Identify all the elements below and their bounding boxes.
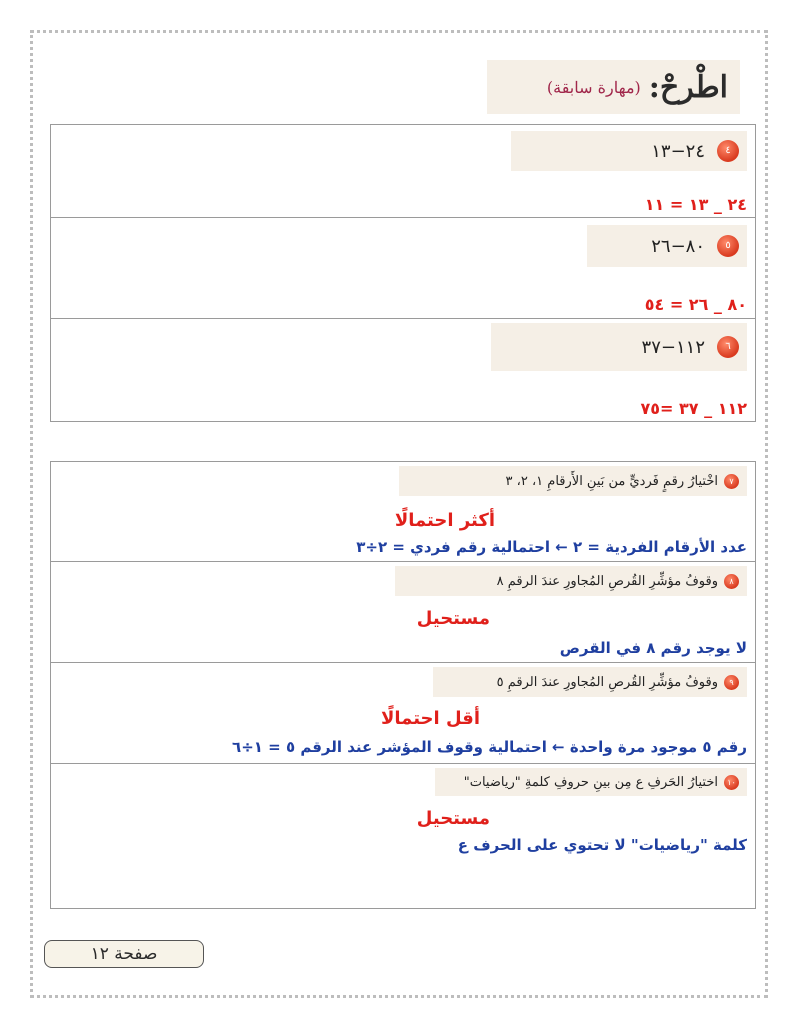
number-badge-icon: ٤ bbox=[717, 140, 739, 162]
question-10 bbox=[435, 768, 747, 796]
header-subtitle: (مهارة سابقة) bbox=[546, 77, 641, 97]
divider bbox=[51, 662, 755, 663]
number-badge-icon: ٨ bbox=[724, 574, 739, 589]
number-badge-icon: ٥ bbox=[717, 235, 739, 257]
explanation-10: كلمة "رياضيات" لا تحتوي على الحرف ع bbox=[457, 836, 747, 854]
subtraction-section bbox=[50, 124, 756, 422]
answer-8: مستحيل bbox=[416, 608, 490, 629]
number-badge-icon: ٧ bbox=[724, 474, 739, 489]
problem-text: ٨٠−٢٦ bbox=[651, 235, 705, 257]
number-badge-icon: ١٠ bbox=[724, 775, 739, 790]
divider bbox=[51, 561, 755, 562]
problem-4 bbox=[511, 131, 747, 171]
problem-text: ٢٤−١٣ bbox=[651, 140, 705, 162]
problem-5 bbox=[587, 225, 747, 267]
answer-6: ١١٢ _ ٣٧ =٧٥ bbox=[640, 399, 747, 418]
header-title: اطْرحْ: bbox=[648, 69, 728, 105]
problem-6 bbox=[491, 323, 747, 371]
number-badge-icon: ٦ bbox=[717, 336, 739, 358]
page-number-tab: صفحة ١٢ bbox=[44, 940, 204, 968]
question-9 bbox=[433, 667, 747, 697]
section-header bbox=[487, 60, 740, 114]
explanation-8: لا يوجد رقم ٨ في القرص bbox=[559, 639, 747, 657]
answer-10: مستحيل bbox=[416, 808, 490, 829]
probability-section bbox=[50, 461, 756, 909]
question-text: وقوفُ مؤشِّرِ القُرصِ المُجاورِ عندَ الرقمِ ٥ bbox=[496, 674, 718, 690]
problem-text: ١١٢−٣٧ bbox=[641, 336, 705, 358]
question-text: اختيارُ الحَرفِ ع مِن بينِ حروفِ كلمةِ "رياضيات" bbox=[463, 774, 718, 790]
question-7 bbox=[399, 466, 747, 496]
answer-7: أكثر احتمالًا bbox=[394, 510, 495, 531]
answer-4: ٢٤ _ ١٣ = ١١ bbox=[644, 195, 747, 214]
divider bbox=[51, 217, 755, 218]
answer-9: أقل احتمالًا bbox=[380, 708, 480, 729]
question-text: اخْتيارُ رقمٍ فَرديٍّ من بَينِ الأَرقامِ ١، ٢، ٣ bbox=[505, 473, 718, 489]
explanation-9: رقم ٥ موجود مرة واحدة ← احتمالية وقوف المؤشر عند الرقم ٥ = ١÷٦ bbox=[232, 738, 747, 756]
question-text: وقوفُ مؤشِّرِ القُرصِ المُجاورِ عندَ الرقمِ ٨ bbox=[496, 573, 718, 589]
divider bbox=[51, 318, 755, 319]
answer-5: ٨٠ _ ٢٦ = ٥٤ bbox=[644, 295, 747, 314]
divider bbox=[51, 763, 755, 764]
number-badge-icon: ٩ bbox=[724, 675, 739, 690]
question-8 bbox=[395, 566, 747, 596]
explanation-7: عدد الأرقام الفردية = ٢ ← احتمالية رقم فردي = ٢÷٣ bbox=[356, 538, 747, 556]
